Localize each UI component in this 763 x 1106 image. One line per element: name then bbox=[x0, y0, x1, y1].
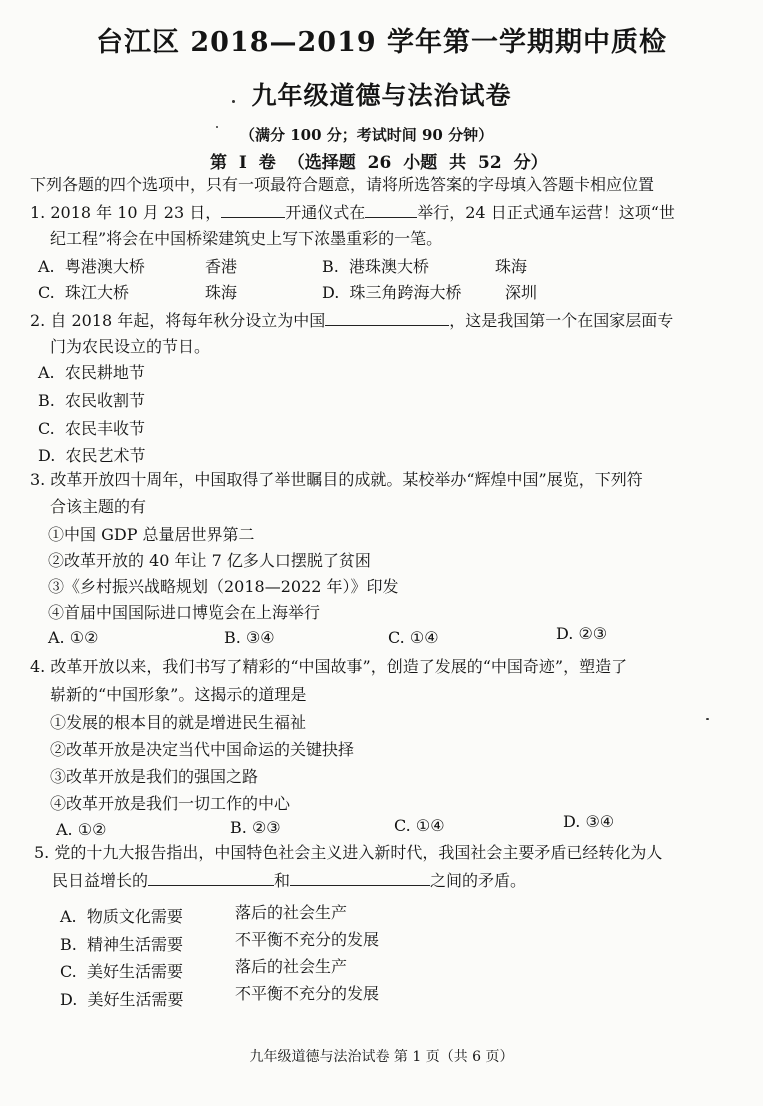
question-4-line-2: 崭新的“中国形象”。这揭示的道理是 bbox=[50, 685, 307, 704]
question-4-option-a: A. ①② bbox=[56, 820, 107, 839]
question-4-item-2: ②改革开放是决定当代中国命运的关键抉择 bbox=[50, 740, 355, 759]
question-2-option-d: D. 农民艺术节 bbox=[38, 446, 146, 465]
exam-meta: （满分 100 分；考试时间 90 分钟） bbox=[240, 126, 494, 144]
question-5-option-d: D. 美好生活需要 bbox=[60, 990, 184, 1009]
question-2-option-c: C. 农民丰收节 bbox=[38, 419, 145, 438]
question-5-option-b: B. 精神生活需要 bbox=[60, 935, 184, 954]
question-4-item-1: ①发展的根本目的就是增进民生福祉 bbox=[50, 713, 307, 732]
question-5-option-d-answer: 不平衡不充分的发展 bbox=[235, 984, 380, 1003]
question-4-line-1: 4. 改革开放以来，我们书写了精彩的“中国故事”，创造了发展的“中国奇迹”，塑造了 bbox=[30, 657, 628, 676]
exam-subtitle: 九年级道德与法治试卷 bbox=[251, 81, 512, 110]
question-3-line-1: 3. 改革开放四十周年，中国取得了举世瞩目的成就。某校举办“辉煌中国”展览，下列符 bbox=[30, 470, 643, 489]
question-1-option-a: A. 粤港澳大桥 bbox=[38, 257, 145, 276]
question-3-line-2: 合该主题的有 bbox=[50, 497, 147, 516]
question-4-option-b: B. ②③ bbox=[230, 818, 281, 837]
question-4-item-4: ④改革开放是我们一切工作的中心 bbox=[50, 794, 291, 813]
question-4-option-c: C. ①④ bbox=[394, 816, 445, 835]
question-5-option-a: A. 物质文化需要 bbox=[60, 907, 183, 926]
page-title: 台江区 2018—2019 学年第一学期期中质检 bbox=[95, 27, 668, 58]
question-2-option-b: B. 农民收割节 bbox=[38, 391, 146, 410]
scan-speck bbox=[232, 100, 235, 103]
question-2-option-a: A. 农民耕地节 bbox=[38, 363, 145, 382]
question-1-option-b-place: 珠海 bbox=[495, 257, 528, 276]
question-5-line-1: 5. 党的十九大报告指出，中国特色社会主义进入新时代，我国社会主要矛盾已经转化为人 bbox=[34, 843, 663, 862]
page-footer: 九年级道德与法治试卷 第 1 页（共 6 页） bbox=[249, 1049, 514, 1065]
question-5-text-a: 民日益增长的 bbox=[52, 871, 149, 890]
question-5-option-c-answer: 落后的社会生产 bbox=[235, 957, 348, 976]
question-2-text-b: ，这是我国第一个在国家层面专 bbox=[449, 311, 674, 330]
question-5-option-b-answer: 不平衡不充分的发展 bbox=[235, 930, 380, 949]
question-1-option-c-place: 珠海 bbox=[205, 283, 238, 302]
question-5-text-b: 和 bbox=[274, 871, 291, 890]
question-3-option-b: B. ③④ bbox=[224, 628, 275, 647]
question-1-option-d-place: 深圳 bbox=[505, 283, 538, 302]
question-1-line-1 bbox=[30, 200, 675, 223]
question-4-item-3: ③改革开放是我们的强国之路 bbox=[50, 767, 259, 786]
scan-speck bbox=[706, 718, 709, 720]
question-1-option-b: B. 港珠澳大桥 bbox=[322, 257, 430, 276]
scan-speck bbox=[216, 126, 218, 128]
answer-blank bbox=[148, 871, 274, 886]
question-1-option-c: C. 珠江大桥 bbox=[38, 283, 129, 302]
question-4-option-d: D. ③④ bbox=[563, 812, 615, 831]
question-2-text-a: 2. 自 2018 年起，将每年秋分设立为中国 bbox=[30, 311, 326, 330]
question-5-option-c: C. 美好生活需要 bbox=[60, 962, 183, 981]
question-5-line-2 bbox=[52, 868, 526, 891]
question-3-item-3: ③《乡村振兴战略规划（2018—2022 年）》印发 bbox=[48, 577, 399, 596]
question-1-text-a: 1. 2018 年 10 月 23 日， bbox=[30, 203, 222, 222]
question-2-line-1 bbox=[30, 308, 673, 331]
question-5-text-c: 之间的矛盾。 bbox=[430, 871, 527, 890]
question-1-option-d: D. 珠三角跨海大桥 bbox=[322, 283, 462, 302]
question-3-option-c: C. ①④ bbox=[388, 628, 439, 647]
question-5-option-a-answer: 落后的社会生产 bbox=[235, 903, 348, 922]
answer-blank bbox=[325, 311, 449, 326]
question-2-line-2: 门为农民设立的节日。 bbox=[50, 337, 211, 356]
answer-blank bbox=[221, 203, 285, 218]
question-1-text-c: 举行，24 日正式通车运营！这项“世 bbox=[417, 203, 675, 222]
question-3-option-a: A. ①② bbox=[48, 628, 99, 647]
answer-blank bbox=[290, 871, 430, 886]
question-1-line-2: 纪工程”将会在中国桥梁建筑史上写下浓墨重彩的一笔。 bbox=[50, 229, 443, 248]
question-3-item-4: ④首届中国国际进口博览会在上海举行 bbox=[48, 603, 321, 622]
question-3-option-d: D. ②③ bbox=[556, 624, 608, 643]
question-1-text-b: 开通仪式在 bbox=[285, 203, 366, 222]
instruction-text: 下列各题的四个选项中，只有一项最符合题意，请将所选答案的字母填入答题卡相应位置 bbox=[30, 175, 655, 194]
question-3-item-1: ①中国 GDP 总量居世界第二 bbox=[48, 525, 255, 544]
section-heading: 第 I 卷 （选择题 26 小题 共 52 分） bbox=[210, 153, 548, 173]
question-1-option-a-place: 香港 bbox=[205, 257, 238, 276]
answer-blank bbox=[365, 203, 417, 218]
question-3-item-2: ②改革开放的 40 年让 7 亿多人口摆脱了贫困 bbox=[48, 551, 371, 570]
